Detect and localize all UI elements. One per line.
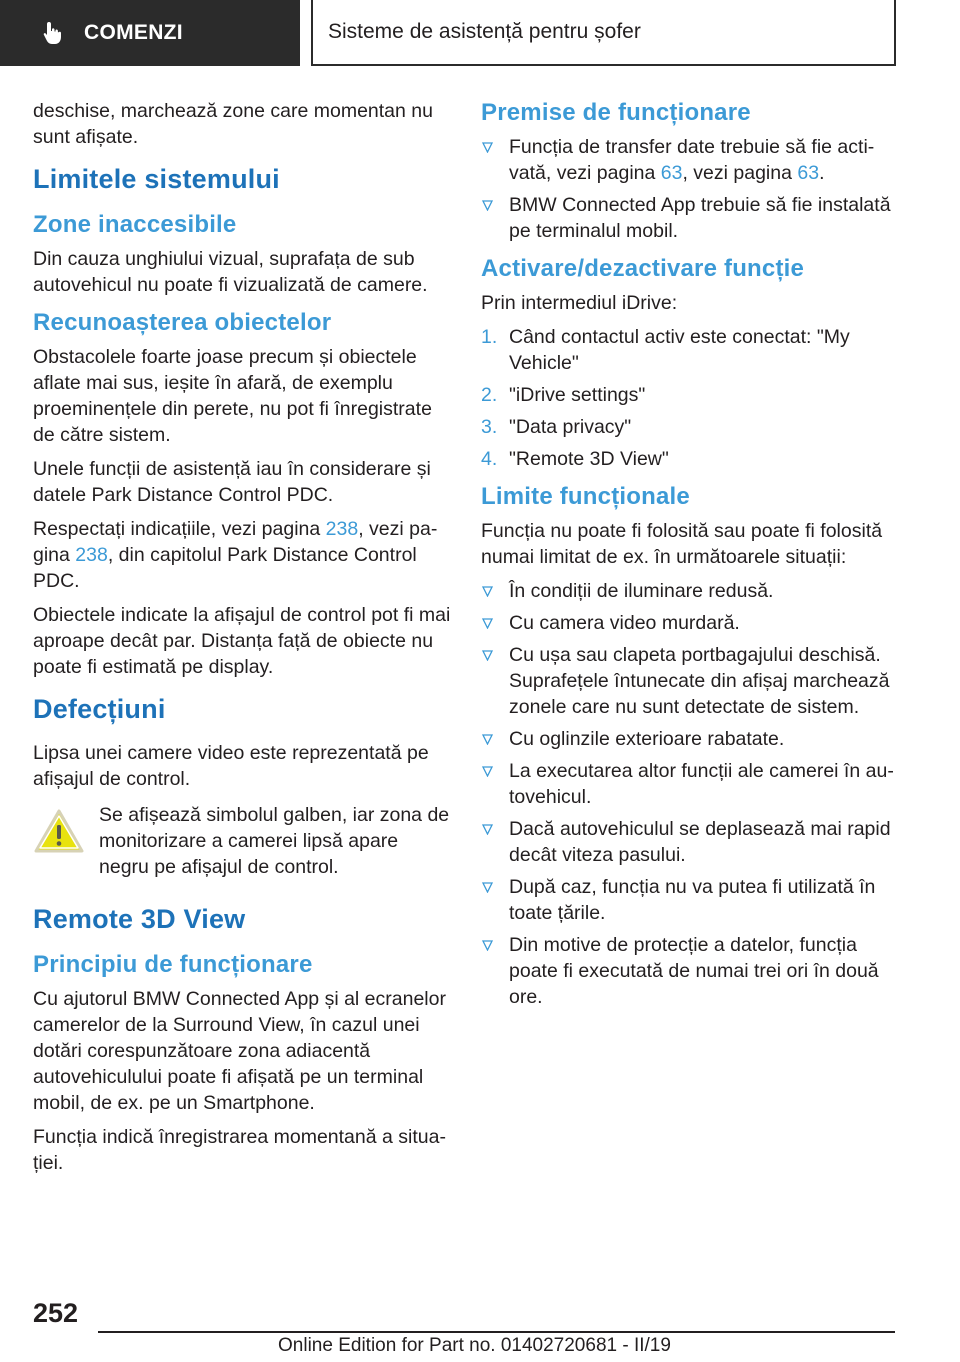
triangle-bullet-icon	[482, 734, 493, 745]
operating-principle-heading: Principiu de funcționare	[33, 951, 313, 978]
list-item	[481, 578, 899, 604]
operating-principle-text-2: Funcția indică înregistrarea momentană a situației.	[33, 1126, 446, 1174]
text-fragment: , vezi pagina	[33, 518, 438, 566]
functional-limits-list	[481, 578, 899, 1010]
system-limits-heading: Limitele sistemului	[33, 164, 280, 194]
page-link-238[interactable]: 238	[325, 518, 359, 540]
step-number: 2.	[481, 384, 498, 406]
object-recognition-text-3	[33, 516, 453, 594]
step-item	[481, 382, 899, 408]
text-fragment: , din capitolul Park Distance Control PDC.	[33, 544, 417, 592]
triangle-bullet-icon	[482, 142, 493, 153]
text-fragment: Funcția de transfer date trebuie să fie activată, vezi pagina	[509, 136, 875, 184]
hand-pointer-icon	[40, 20, 66, 46]
functional-limits-intro: Funcția nu poate fi folosită sau poate fi folosită numai limitat de ex. în următoarele situații:	[481, 520, 883, 568]
step-text: "iDrive settings"	[509, 384, 646, 406]
commands-tab-label: COMENZI	[84, 21, 183, 44]
page-link-63[interactable]: 63	[797, 162, 820, 184]
object-recognition-text-1: Obstacolele foarte joase precum și obiectele aflate mai sus, ieșite în afară, de exemplu proeminențele din perete, nu pot fi înregistrate de către sistem.	[33, 346, 432, 446]
object-recognition-text-4: Obiectele indicate la afișajul de control pot fi mai aproape decât par. Distanța față de obiecte nu poate fi estimată pe display.	[33, 604, 451, 678]
list-item	[481, 642, 899, 720]
triangle-bullet-icon	[482, 940, 493, 951]
text-fragment: .	[819, 162, 825, 184]
malfunctions-text: Lipsa unei camere video este reprezentată pe afișajul de control.	[33, 742, 429, 790]
list-item-text: La executarea altor funcții ale camerei în autovehicul.	[509, 760, 894, 808]
text-fragment: , vezi pagina	[682, 162, 798, 184]
prerequisites-heading: Premise de funcționare	[481, 99, 751, 126]
activation-intro: Prin intermediul iDrive:	[481, 292, 678, 314]
step-text: Când contactul activ este conectat: "My Vehicle"	[509, 326, 850, 374]
activation-heading: Activare/dezactivare funcție	[481, 255, 805, 282]
malfunctions-heading: Defecțiuni	[33, 694, 166, 724]
list-item-text: După caz, funcția nu va putea fi utilizată în toate țările.	[509, 876, 876, 924]
list-item-text: Cu oglinzile exterioare rabatate.	[509, 728, 785, 750]
footer-divider	[98, 1331, 895, 1333]
triangle-bullet-icon	[482, 650, 493, 661]
operating-principle-text-1: Cu ajutorul BMW Connected App și al ecranelor camerelor de la Surround View, în cazul unei dotări corespunzătoare zona adiacentă autovehiculului poate fi afișată pe un terminal mobil, de ex. pe un Smartphone.	[33, 988, 446, 1114]
list-item-text: Cu camera video murdară.	[509, 612, 740, 634]
page-number: 252	[33, 1298, 79, 1328]
list-item	[481, 932, 899, 1010]
step-item	[481, 414, 899, 440]
step-number: 3.	[481, 416, 498, 438]
list-item	[481, 610, 899, 636]
list-item	[481, 816, 899, 868]
inaccessible-zones-text: Din cauza unghiului vizual, suprafața de sub autovehicul nu poate fi vizualizată de camere.	[33, 248, 428, 296]
functional-limits-heading: Limite funcționale	[481, 483, 690, 510]
list-item-text: Dacă autovehiculul se deplasează mai rapid decât viteza pasului.	[509, 818, 891, 866]
remote-3d-view-heading: Remote 3D View	[33, 904, 246, 934]
triangle-bullet-icon	[482, 882, 493, 893]
step-item	[481, 446, 899, 472]
step-item	[481, 324, 899, 376]
intro-paragraph: deschise, marchează zone care momentan nu sunt afișate.	[33, 100, 433, 148]
prerequisites-list	[481, 134, 899, 244]
section-title-box	[311, 0, 896, 66]
list-item	[481, 758, 899, 810]
page-link-63[interactable]: 63	[660, 162, 683, 184]
list-item	[481, 192, 899, 244]
step-text: "Remote 3D View"	[509, 448, 669, 470]
inaccessible-zones-heading: Zone inaccesibile	[33, 211, 237, 238]
object-recognition-text-2: Unele funcții de asistență iau în considerare și datele Park Distance Control PDC.	[33, 458, 431, 506]
step-text: "Data privacy"	[509, 416, 632, 438]
list-item	[481, 134, 899, 186]
warning-note	[33, 802, 453, 880]
list-item	[481, 726, 899, 752]
triangle-bullet-icon	[482, 824, 493, 835]
text-fragment: Respectați indicațiile, vezi pagina	[33, 518, 326, 540]
triangle-bullet-icon	[482, 586, 493, 597]
list-item-text: Cu ușa sau clapeta portbagajului deschisă. Suprafețele întunecate din afișaj marchează zonele care nu sunt detectate de sistem.	[509, 644, 890, 718]
right-column	[481, 98, 899, 1016]
list-item-text: În condiții de iluminare redusă.	[509, 580, 774, 602]
activation-steps	[481, 324, 899, 472]
list-item-text: Din motive de protecție a datelor, funcția poate fi executată de numai trei ori în două ore.	[509, 934, 879, 1008]
left-column	[33, 98, 453, 1184]
list-item-text: BMW Connected App trebuie să fie instalată pe terminalul mobil.	[509, 194, 891, 242]
edition-footer: Online Edition for Part no. 01402720681 - II/19	[278, 1335, 671, 1356]
triangle-bullet-icon	[482, 618, 493, 629]
step-number: 4.	[481, 448, 498, 470]
page-link-238[interactable]: 238	[75, 544, 108, 566]
triangle-bullet-icon	[482, 766, 493, 777]
warning-text: Se afișează simbolul galben, iar zona de monitorizare a camerei lipsă apare negru pe afișajul de control.	[99, 804, 450, 878]
section-title: Sisteme de asistență pentru șofer	[328, 20, 641, 43]
triangle-bullet-icon	[482, 200, 493, 211]
step-number: 1.	[481, 326, 498, 348]
page-header	[0, 0, 960, 66]
warning-triangle-icon	[33, 808, 85, 854]
object-recognition-heading: Recunoașterea obiectelor	[33, 309, 332, 336]
commands-tab[interactable]	[0, 0, 300, 66]
list-item	[481, 874, 899, 926]
